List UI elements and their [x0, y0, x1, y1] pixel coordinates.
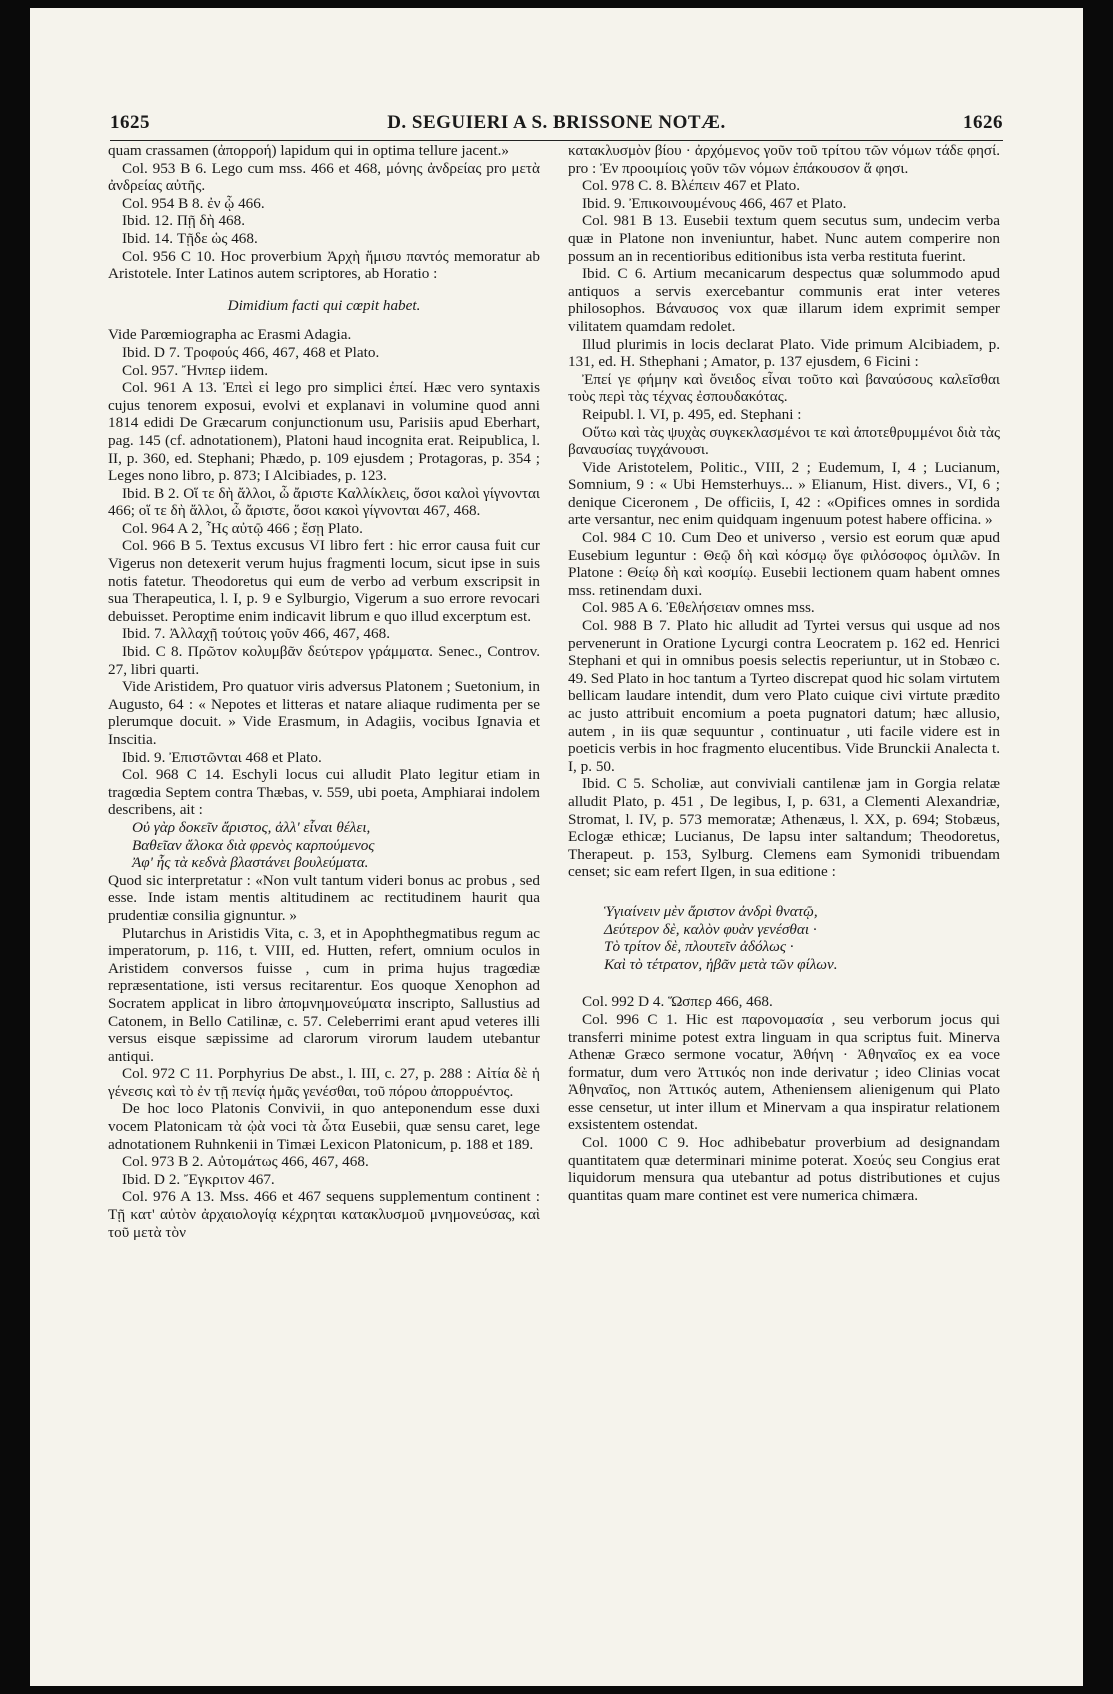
paragraph: Ibid. C 5. Scholiæ, aut conviviali cantilenæ jam in Gorgia relatæ alludit Plato, p. 451 , De legibus, I, p. 631, a Clementi Alexandriæ, Stromat, l. IV, p. 573 memoratæ; Athenæus, l. XX, p. 694; Stobæus, Eclogæ ethicæ; Lucianus, De lapsu inter saltandum; Theodoretus, Therapeut. p. 153, Sylburg. Clemens eam Symonidi tribuendam censet; sic eam refert Ilgen, in sua editione :	[568, 775, 1000, 881]
paragraph: Ibid. 12. Πῇ δὴ 468.	[122, 212, 246, 230]
verse-line: Δεύτερον δὲ, καλὸν φυὰν γενέσθαι ·	[604, 920, 817, 938]
paragraph: Col. 978 C. 8. Βλέπειν 467 et Plato.	[582, 177, 801, 195]
left-page-number: 1625	[110, 112, 150, 133]
paragraph: Col. 954 B 8. ἐν ᾧ 466.	[122, 194, 265, 212]
paragraph: Col. 953 B 6. Lego cum mss. 466 et 468, μόνης ἀνδρείας pro μετὰ ἀνδρείας αὐτῆς.	[108, 159, 540, 195]
paragraph: Οὕτω καὶ τὰς ψυχὰς συγκεκλασμένοι τε καὶ ἀποτεθρυμμένοι διὰ τὰς βαναυσίας τυγχάνουσι.	[568, 423, 1000, 459]
paragraph: Col. 976 A 13. Mss. 466 et 467 sequens supplementum continent : Τῇ κατ' αὐτὸν ἀρχαιολογίᾳ κέχρηται κατακλυσμοῦ μνημονεύσας, καὶ τοῦ μετὰ τὸν	[108, 1188, 540, 1241]
paragraph: Col. 968 C 14. Eschyli locus cui alludit Plato legitur etiam in tragœdia Septem contra Thæbas, v. 559, ubi poeta, Amphiarai indolem describens, ait :	[108, 766, 540, 819]
running-header	[110, 104, 1003, 141]
paragraph: Ibid. 14. Τῇδε ὡς 468.	[122, 229, 258, 247]
paragraph: Col. 957. Ἤνπερ iidem.	[122, 361, 269, 379]
paragraph: Vide Aristotelem, Politic., VIII, 2 ; Eudemum, I, 4 ; Lucianum, Somnium, 9 : « Ubi Hemsterhuys... » Elianum, Hist. divers., VI, 6 ; denique Ciceronem , De officiis, I, 42 : «Opifices omnes in sordida arte versantur, nec enim quidquam ingenuum potest habere officina. »	[568, 458, 1000, 529]
paragraph: κατακλυσμὸν βίου · ἀρχόμενος γοῦν τοῦ τρίτου τῶν νόμων τάδε φησί. pro : Ἐν προοιμίοις γοῦν τῶν νόμων ἐπάκουσον ἅ φησι.	[568, 142, 1000, 177]
verse-line: Οὐ γὰρ δοκεῖν ἄριστος, ἀλλ' εἶναι θέλει,	[132, 818, 371, 836]
quoted-line: Dimidium facti qui cœpit habet.	[227, 296, 421, 314]
paragraph: quam crassamen (ἀπορροή) lapidum qui in optima tellure jacent.»	[108, 142, 510, 159]
right-column	[568, 142, 1000, 1204]
paragraph: Vide Aristidem, Pro quatuor viris adversus Platonem ; Suetonium, in Augusto, 64 : « Nepotes et litteras et natare aliaque rudimenta per se plerumque docuit. » Vide Erasmum, in Adagiis, vocibus Ignavia et Inscitia.	[108, 678, 540, 748]
paragraph: Col. 981 B 13. Eusebii textum quem secutus sum, undecim verba quæ in Platone non inveniuntur, habet. Nunc autem comperire non possum an in recentioribus editionibus ista verba restituta fuerint.	[568, 212, 1000, 265]
paragraph: Vide Parœmiographa ac Erasmi Adagia.	[108, 326, 352, 344]
paragraph: Col. 956 C 10. Hoc proverbium Ἀρχὴ ἥμισυ παντός memoratur ab Aristotele. Inter Latinos autem scriptores, ab Horatio :	[108, 247, 540, 283]
verse-line: Ὑγιαίνειν μὲν ἄριστον ἀνδρὶ θνατῷ,	[604, 902, 818, 920]
running-title: D. SEGUIERI A S. BRISSONE NOTÆ.	[387, 112, 726, 133]
paragraph: Plutarchus in Aristidis Vita, c. 3, et in Apophthegmatibus regum ac imperatorum, p. 116, t. VIII, ed. Hutten, refert, omnium oculos in Aristidem conversos fuisse , cum in prima hujus tragœdiæ repræsentatione, isti versus recitarentur. Eos quoque Xenophon ad Socratem applicat in libro ἀπομνημονεύματα inscripto, Sallustius ad Catonem, in Bello Catilinæ, c. 57. Celeberrimi erant apud veteres illi versus eisque sæpissime ad clarorum virorum laudem utebantur antiqui.	[108, 924, 540, 1065]
paragraph: Illud plurimis in locis declarat Plato. Vide primum Alcibiadem, p. 131, ed. H. Sthephani ; Amator, p. 137 ejusdem, 6 Ficini :	[568, 335, 1000, 371]
paragraph: Ibid. D 7. Τροφούς 466, 467, 468 et Plato.	[122, 343, 380, 361]
paragraph: Ibid. D 2. Ἔγκριτον 467.	[122, 1170, 275, 1188]
verse-line: Καὶ τὸ τέτρατον, ἡβᾶν μετὰ τῶν φίλων.	[604, 955, 838, 973]
paragraph: Col. 972 C 11. Porphyrius De abst., l. III, c. 27, p. 288 : Αἰτία δὲ ἡ γένεσις καὶ τὸ ἐν τῇ πενίᾳ ἡμᾶς γενέσθαι, τοῦ πόρου ἀπορρυέντος.	[108, 1065, 540, 1100]
verse-line: Ἀφ' ἧς τὰ κεδνὰ βλαστάνει βουλεύματα.	[132, 854, 369, 872]
paragraph: Col. 964 A 2, Ἧς αὐτῷ 466 ; ἔσῃ Plato.	[122, 519, 363, 537]
right-page-number: 1626	[963, 112, 1003, 133]
paragraph: Reipubl. l. VI, p. 495, ed. Stephani :	[582, 405, 802, 423]
paragraph: Col. 988 B 7. Plato hic alludit ad Tyrtei versus qui usque ad nos pervenerunt in Oratione Lycurgi contra Leocratem p. 162 ed. Henrici Stephani et qui in omnibus poesis selectis reperiuntur, ut in Stobæo c. 49. Sed Plato in hoc tantum a Tyrteo discrepat quod hic solam virtutem bellicam laudare intendit, dum vero Plato cuique civi virtute prædito ac justo attribuit encomium a poeta pugnatori datum; hæc allusio, autem , in iis quæ sequuntur , continuatur , uti facile videre est in poeticis verbis in hoc fragmento elucentibus. Vide Brunckii Analecta t. I, p. 50.	[568, 617, 1000, 775]
paragraph: Ibid. 7. Ἀλλαχῇ τούτοις γοῦν 466, 467, 468.	[122, 625, 391, 643]
verse-line: Βαθεῖαν ἄλοκα διὰ φρενὸς καρπούμενος	[132, 836, 375, 854]
paragraph: Col. 966 B 5. Textus excusus VI libro fert : hic error causa fuit cur Vigerus non detexerit verum hujus fragmenti locum, sicut ipse in suis notis fatetur. Theodoretus qui eum de verbo ad verbum exscripsit in sua Therapeutica, l. I, p. 9 e Sylburgio, Vigerum a suo errore revocari debuisset. Peroptime enim indicavit librum e quo illud excerptum est.	[108, 537, 540, 625]
paragraph: Ἐπεί γε φήμην καὶ ὄνειδος εἶναι τοῦτο καὶ βαναύσους καλεῖσθαι τοὺς περὶ τὰς τέχνας ἐσπουδακότας.	[568, 370, 1000, 406]
paragraph: Col. 984 C 10. Cum Deo et universo , versio est eorum quæ apud Eusebium leguntur : Θεῷ δὴ καὶ κόσμῳ ὅγε φιλόσοφος ὁμιλῶν. In Platone : Θείῳ δὴ καὶ κοσμίῳ. Eusebii lectionem quam habent omnes mss. retinendam duxi.	[568, 529, 1000, 599]
page	[30, 8, 1083, 1686]
paragraph: Ibid. 9. Ἐπικοινουμένους 466, 467 et Plato.	[582, 194, 847, 212]
paragraph: Ibid. B 2. Οἵ τε δὴ ἄλλοι, ὦ ἄριστε Καλλίκλεις, ὅσοι καλοὶ γίγνονται 466; οἵ τε δὴ ἄλλοι, ὦ ἄριστε, ὅσοι κακοὶ γίγνονται 467, 468.	[108, 484, 540, 520]
paragraph: Ibid. 9. Ἐπιστῶνται 468 et Plato.	[122, 748, 322, 766]
verse-line: Τὸ τρίτον δὲ, πλουτεῖν ἀδόλως ·	[604, 938, 794, 956]
paragraph: Col. 961 A 13. Ἐπεὶ εἰ lego pro simplici ἐπεί. Hæc vero syntaxis cujus tenorem exposui, evolvi et explanavi in volumine quod anni 1814 edidi De Græcarum conjunctionum usu, Parisiis apud Eberhart, pag. 145 (cf. adnotationem), Platoni haud incognita erat. Reipublica, l. II, p. 360, ed. Stephani; Phædo, p. 109 ejusdem ; Protagoras, p. 354 ; Leges nono libro, p. 873; I Alcibiades, p. 123.	[108, 379, 540, 485]
paragraph: Col. 973 B 2. Αὐτομάτως 466, 467, 468.	[122, 1153, 369, 1171]
paragraph: Col. 1000 C 9. Hoc adhibebatur proverbium ad designandam quantitatem quæ determinari minime poterat. Χοεύς seu Congius erat liquidorum mensura qua utebantur ad potus distributiones et cujus quantitas quam mare continet est vere numerica chimæra.	[568, 1134, 1000, 1204]
paragraph: Quod sic interpretatur : «Non vult tantum videri bonus ac probus , sed esse. Inde istam mentis altitudinem ac rectitudinem haurit qua prudentiæ consilia gignuntur. »	[108, 871, 540, 924]
paragraph: De hoc loco Platonis Convivii, in quo anteponendum esse duxi vocem Platonicam τὰ ᾠὰ voci τὰ ὦτα Eusebii, quæ sensu caret, lege adnotationem Ruhnkenii in Timæi Lexicon Platonicum, p. 188 et 189.	[108, 1100, 540, 1153]
paragraph: Col. 996 C 1. Hic est παρονομασία , seu verborum jocus qui transferri minime potest extra linguam in qua scriptus fuit. Minerva Athenæ Græco sermone vocatur, Ἀθήνη · Ἀθηναῖος ex ea voce formatur, dum vero Ἀττικός non inde derivatur ; ideo Clinias vocat Ἀθηναῖος, non Ἀττικός autem, Atheniensem alienigenum qui Plato esse censetur, ut inter illum et Minervam a qua inspiratur relationem exsistentem ostendat.	[568, 1010, 1000, 1134]
paragraph: Col. 985 A 6. Ἐθελήσειαν omnes mss.	[582, 599, 815, 617]
paragraph: Ibid. C 8. Πρῶτον κολυμβᾶν δεύτερον γράμματα. Senec., Controv. 27, libri quarti.	[108, 643, 540, 678]
left-column	[108, 142, 540, 1241]
paragraph: Ibid. C 6. Artium mecanicarum despectus quæ solummodo apud antiquos a servis exercebantur communis erat inter veteres philosophos. Βάναυσος vox quæ illarum idem exprimit semper vilitatem quamdam redolet.	[568, 265, 1000, 335]
paragraph: Col. 992 D 4. Ὥσπερ 466, 468.	[582, 993, 773, 1011]
